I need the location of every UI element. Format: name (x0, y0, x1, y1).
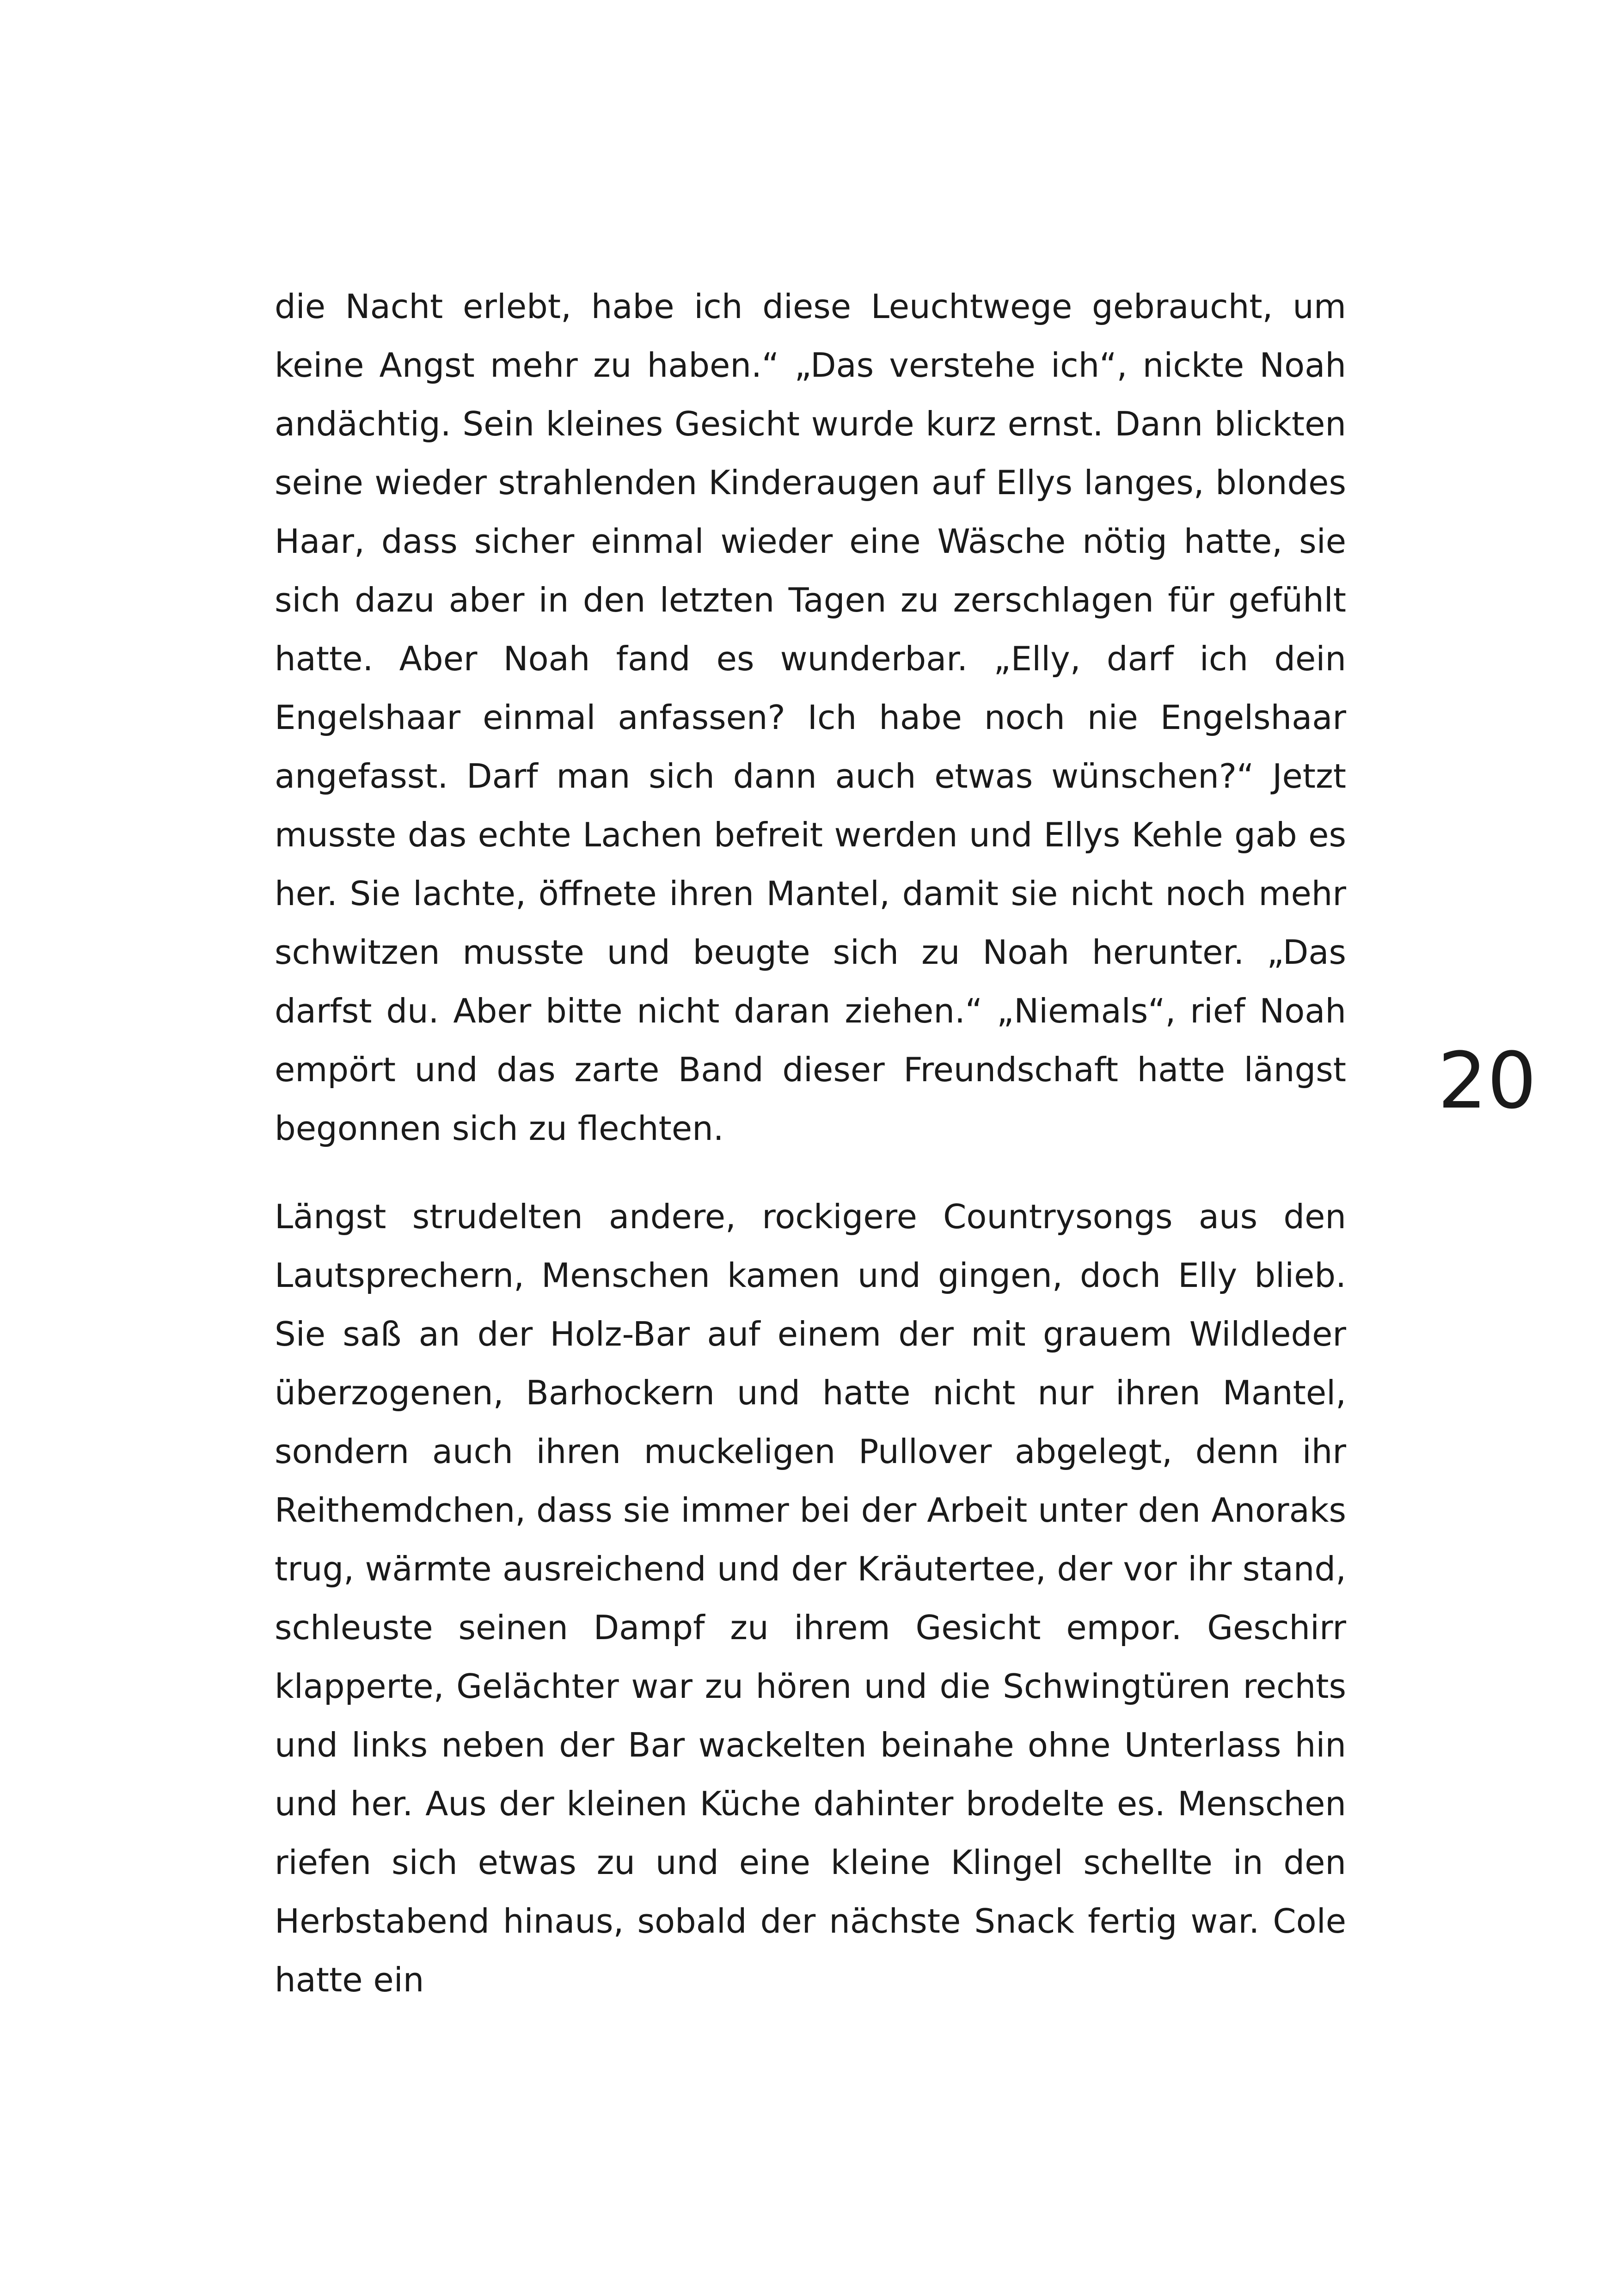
paragraph-1: die Nacht erlebt, habe ich diese Leuchtwege gebraucht, um keine Angst mehr zu haben.“ „Das verstehe ich“, nickte Noah andächtig. Sein kleines Gesicht wurde kurz ernst. Dann blickten seine wieder strahlenden Kinderaugen auf Ellys langes, blondes Haar, dass sicher einmal wieder eine Wäsche nötig hatte, sie sich dazu aber in den letzten Tagen zu zerschlagen für gefühlt hatte. Aber Noah fand es wunderbar. „Elly, darf ich dein Engelshaar einmal anfassen? Ich habe noch nie Engelshaar angefasst. Darf man sich dann auch etwas wünschen?“ Jetzt musste das echte Lachen befreit werden und Ellys Kehle gab es her. Sie lachte, öffnete ihren Mantel, damit sie nicht noch mehr schwitzen musste und beugte sich zu Noah herunter. „Das darfst du. Aber bitte nicht daran ziehen.“ „Niemals“, rief Noah empört und das zarte Band dieser Freundschaft hatte längst begonnen sich zu flechten. (275, 287, 1346, 1148)
body-text (275, 277, 1346, 2009)
paragraph-2: Längst strudelten andere, rockigere Countrysongs aus den Lautsprechern, Menschen kamen und gingen, doch Elly blieb. Sie saß an der Holz-Bar auf einem der mit grauem Wildleder überzogenen, Barhockern und hatte nicht nur ihren Mantel, sondern auch ihren muckeligen Pullover abgelegt, denn ihr Reithemdchen, dass sie immer bei der Arbeit unter den Anoraks trug, wärmte ausreichend und der Kräutertee, der vor ihr stand, schleuste seinen Dampf zu ihrem Gesicht empor. Geschirr klapperte, Gelächter war zu hören und die Schwingtüren rechts und links neben der Bar wackelten beinahe ohne Unterlass hin und her. Aus der kleinen Küche dahinter brodelte es. Menschen riefen sich etwas zu und eine kleine Klingel schellte in den Herbstabend hinaus, sobald der nächste Snack fertig war. Cole hatte ein (275, 1197, 1346, 1999)
page-number: 20 (1438, 1035, 1537, 1126)
